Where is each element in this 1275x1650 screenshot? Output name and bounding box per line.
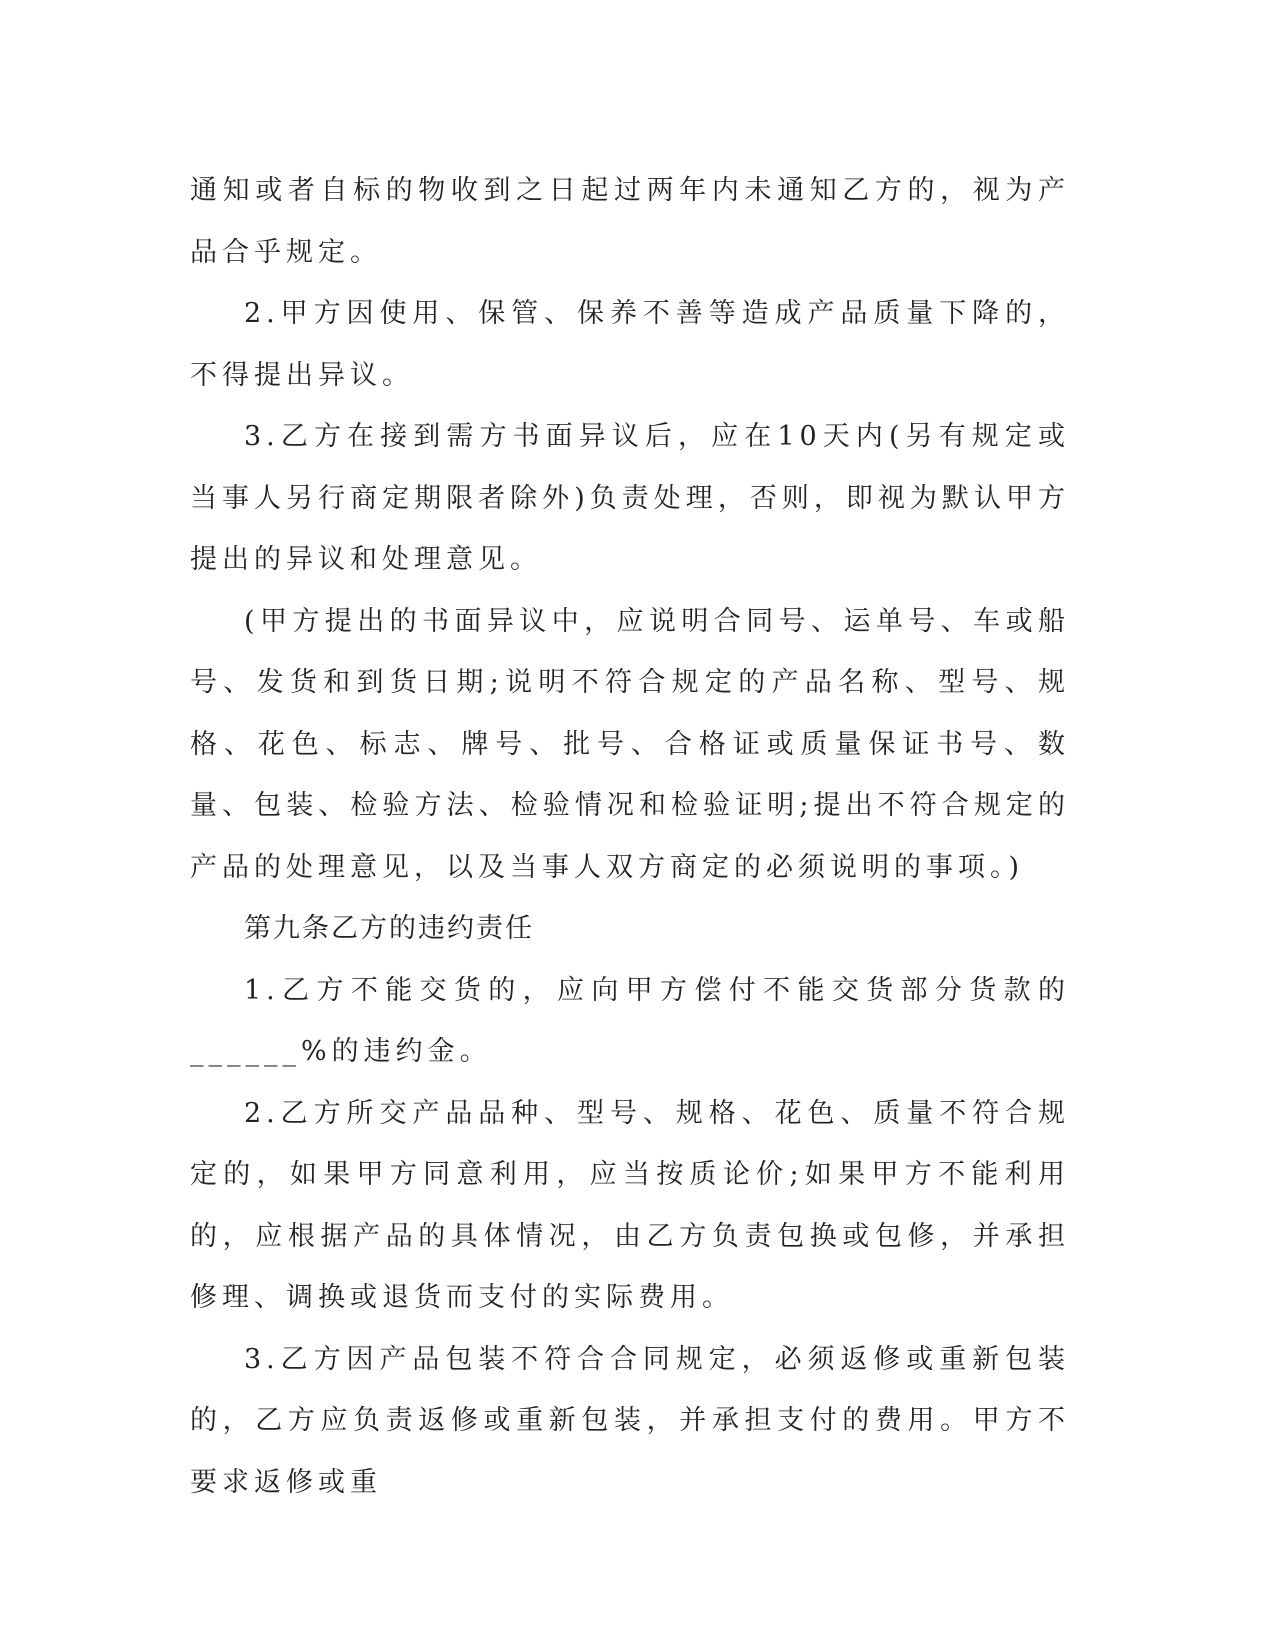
paragraph-note: (甲方提出的书面异议中，应说明合同号、运单号、车或船号、发货和到货日期;说明不符合规定的产品名称、型号、规格、花色、标志、牌号、批号、合格证或质量保证书号、数量、包装、检验方法、检验情况和检验证明;提出不符合规定的产品的处理意见，以及当事人双方商定的必须说明的事项。)	[190, 605, 1070, 883]
document-body	[190, 160, 1070, 1513]
section-item-3: 3.乙方因产品包装不符合合同规定，必须返修或重新包装的，乙方应负责返修或重新包装，并承担支付的费用。甲方不要求返修或重	[190, 1343, 1070, 1498]
section-item-1: 1.乙方不能交货的，应向甲方偿付不能交货部分货款的______%的违约金。	[190, 974, 1070, 1067]
paragraph-item-2: 2.甲方因使用、保管、保养不善等造成产品质量下降的，不得提出异议。	[190, 298, 1070, 391]
section-heading: 第九条乙方的违约责任	[244, 913, 534, 944]
paragraph-item-3: 3.乙方在接到需方书面异议后，应在10天内(另有规定或当事人另行商定期限者除外)负责处理，否则，即视为默认甲方提出的异议和处理意见。	[190, 421, 1070, 575]
section-item-2: 2.乙方所交产品品种、型号、规格、花色、质量不符合规定的，如果甲方同意利用，应当按质论价;如果甲方不能利用的，应根据产品的具体情况，由乙方负责包换或包修，并承担修理、调换或退货而支付的实际费用。	[190, 1097, 1070, 1313]
paragraph-continuation: 通知或者自标的物收到之日起过两年内未通知乙方的，视为产品合乎规定。	[190, 175, 1070, 268]
